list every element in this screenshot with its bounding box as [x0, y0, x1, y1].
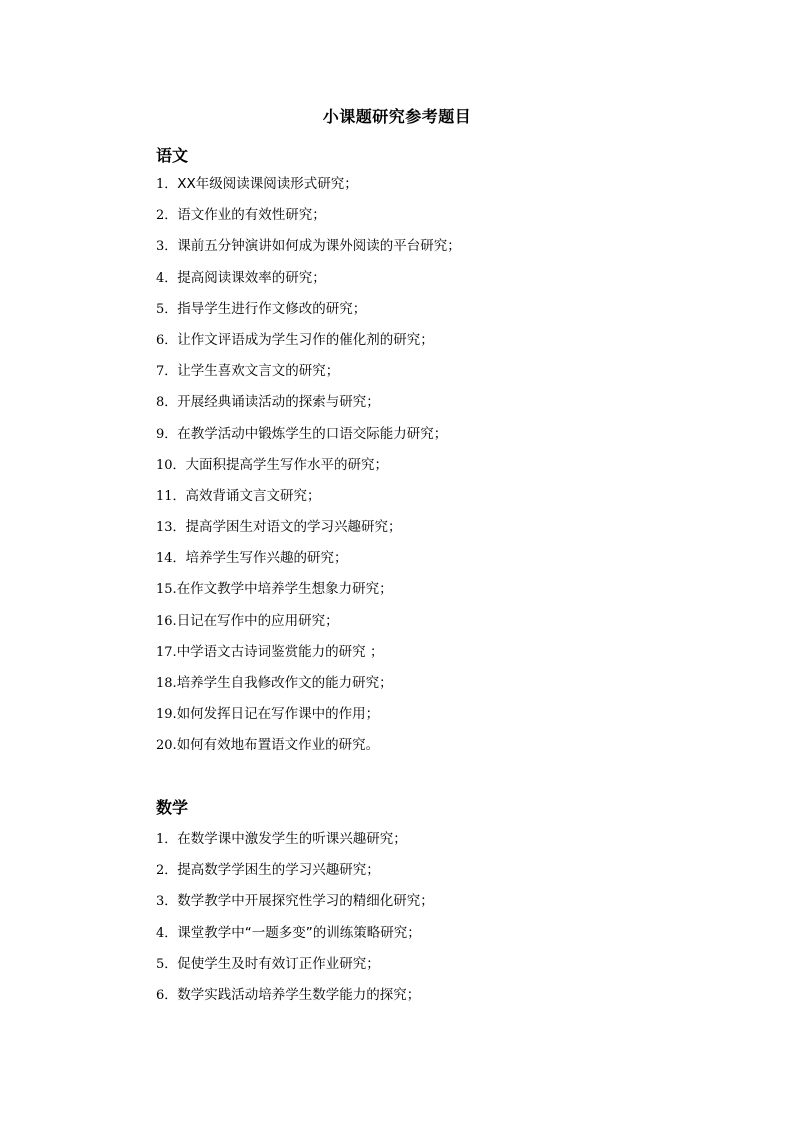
list-item: [156, 325, 461, 356]
document-title: 小课题研究参考题目: [322, 107, 472, 126]
list-item: [156, 263, 461, 294]
list-item: [156, 169, 461, 200]
list-item: [156, 450, 461, 481]
item-number: 18.: [156, 676, 177, 691]
item-text: 大面积提高学生写作水平的研究；: [185, 456, 389, 473]
list-item: [156, 543, 461, 574]
item-number: 2．: [156, 208, 178, 224]
item-number: 1．: [156, 832, 178, 847]
list-item: [156, 606, 461, 637]
list-item: [156, 668, 461, 699]
item-text: 在作文教学中培养学生想象力研究；: [176, 581, 393, 598]
item-text: 提高数学学困生的学习兴趣研究；: [177, 862, 380, 879]
list-item: [156, 481, 461, 512]
item-text: 数学教学中开展探究性学习的精细化研究；: [177, 893, 434, 910]
item-text: 让作文评语成为学生习作的催化剂的研究；: [177, 331, 434, 348]
item-text: 培养学生自我修改作文的能力研究；: [176, 675, 393, 691]
item-number: 4．: [156, 270, 178, 286]
item-text: XX年级阅读课阅读形式研究；: [177, 176, 358, 192]
item-text: 如何有效地布置语文作业的研究。: [176, 737, 380, 754]
topic-list-math: [156, 824, 434, 1011]
item-text: 语文作业的有效性研究；: [177, 207, 326, 224]
item-number: 4．: [156, 925, 178, 941]
item-number: 17.: [156, 644, 177, 660]
item-text: 在数学课中激发学生的听课兴趣研究；: [177, 831, 407, 847]
topic-list-chinese: [156, 169, 461, 762]
item-text: 课堂教学中“一题多变”的训练策略研究；: [177, 924, 421, 941]
item-number: 11．: [156, 488, 186, 504]
list-item: [156, 200, 461, 231]
item-number: 14．: [156, 551, 186, 567]
item-text: 开展经典诵读活动的探索与研究；: [177, 394, 380, 411]
item-number: 3．: [156, 239, 178, 255]
item-text: 让学生喜欢文言文的研究；: [177, 363, 340, 380]
item-text: 如何发挥日记在写作课中的作用；: [176, 706, 380, 723]
list-item: [156, 730, 461, 761]
section-heading-chinese: 语文: [156, 146, 189, 165]
item-text: 高效背诵文言文研究；: [185, 487, 321, 504]
section-heading-math: 数学: [156, 798, 189, 817]
item-number: 9．: [156, 426, 178, 442]
list-item: [156, 231, 461, 262]
item-number: 1．: [156, 177, 178, 192]
list-item: [156, 824, 434, 855]
item-text: 提高学困生对语文的学习兴趣研究；: [185, 519, 402, 536]
item-text: 指导学生进行作文修改的研究；: [177, 300, 367, 317]
list-item: [156, 918, 434, 949]
item-number: 3．: [156, 894, 178, 910]
item-text: 提高阅读课效率的研究；: [177, 269, 326, 286]
list-item: [156, 949, 434, 980]
list-item: [156, 512, 461, 543]
item-text: 中学语文古诗词鉴赏能力的研究 ；: [176, 643, 384, 660]
list-item: [156, 980, 434, 1011]
item-number: 5．: [156, 301, 178, 317]
item-number: 8．: [156, 395, 178, 411]
list-item: [156, 886, 434, 917]
item-text: 培养学生写作兴趣的研究；: [185, 550, 348, 567]
item-number: 6．: [156, 987, 178, 1003]
item-number: 7．: [156, 364, 178, 380]
list-item: [156, 574, 461, 605]
item-number: 15.: [156, 582, 177, 598]
item-number: 19.: [156, 707, 177, 723]
list-item: [156, 699, 461, 730]
list-item: [156, 855, 434, 886]
item-number: 5．: [156, 956, 178, 972]
item-text: 数学实践活动培养学生数学能力的探究；: [177, 986, 421, 1003]
item-number: 2．: [156, 863, 178, 879]
item-number: 10．: [156, 457, 186, 473]
list-item: [156, 387, 461, 418]
item-number: 20.: [156, 738, 177, 754]
item-number: 6．: [156, 332, 178, 348]
list-item: [156, 294, 461, 325]
item-number: 13．: [156, 520, 186, 536]
item-text: 在教学活动中锻炼学生的口语交际能力研究；: [177, 425, 448, 442]
list-item: [156, 419, 461, 450]
list-item: [156, 356, 461, 387]
item-text: 促使学生及时有效订正作业研究；: [177, 955, 380, 972]
item-number: 16.: [156, 613, 177, 629]
list-item: [156, 637, 461, 668]
item-text: 课前五分钟演讲如何成为课外阅读的平台研究；: [177, 238, 461, 255]
item-text: 日记在写作中的应用研究；: [176, 612, 339, 629]
